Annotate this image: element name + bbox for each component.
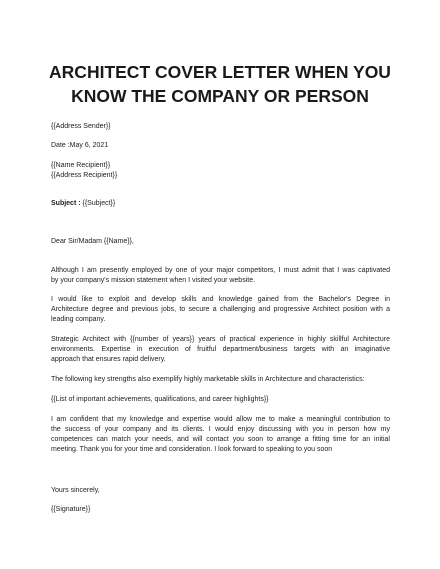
paragraph-6 bbox=[51, 415, 390, 455]
paragraph-line: approach that ensures rapid delivery. bbox=[51, 356, 166, 363]
paragraph-line: meeting. Thank you for your time and consideration. I look forward to speaking to you soon bbox=[51, 446, 333, 453]
title-line-2: KNOW THE COMPANY OR PERSON bbox=[71, 86, 369, 106]
signature: {{Signature}} bbox=[51, 506, 91, 513]
paragraph-line: Architecture degree and previous jobs, to secure a challenging and progressive Architect position with a bbox=[51, 306, 390, 313]
paragraph-line: environments. Expertise in execution of fruitful department/business targets with an imaginative bbox=[51, 346, 390, 353]
paragraph-1 bbox=[51, 266, 390, 286]
closing: Yours sincerely, bbox=[51, 487, 100, 494]
paragraph-line: Although I am presently employed by one of your major competitors, I must admit that I was captivated bbox=[51, 267, 390, 274]
name-recipient: {{Name Recipient}} bbox=[51, 162, 111, 169]
address-recipient: {{Address Recipient}} bbox=[51, 172, 118, 179]
paragraph-line: {{List of important achievements, qualifications, and career highlights}} bbox=[51, 396, 269, 403]
subject-line bbox=[51, 199, 115, 208]
paragraph-line: Strategic Architect with {{number of years}} years of practical experience in highly skillful Architecture bbox=[51, 336, 390, 343]
paragraph-line: The following key strengths also exemplify highly marketable skills in Architecture and characteristics: bbox=[51, 376, 365, 383]
paragraph-4 bbox=[51, 375, 390, 385]
paragraph-line: the success of your company and its clients. I would enjoy discussing with you in person how my bbox=[51, 426, 390, 433]
paragraph-3 bbox=[51, 335, 390, 365]
salutation: Dear Sir/Madam {{Name}}, bbox=[51, 238, 134, 245]
page-title bbox=[30, 60, 410, 108]
paragraph-line: competences can match your needs, and will contact you soon to arrange a fitting time for an initial bbox=[51, 436, 390, 443]
paragraph-line: by your company's mission statement when I visited your website. bbox=[51, 277, 256, 284]
subject-value: {{Subject}} bbox=[80, 200, 116, 207]
subject-label: Subject : bbox=[51, 200, 81, 207]
address-sender: {{Address Sender}} bbox=[51, 123, 111, 130]
title-line-1: ARCHITECT COVER LETTER WHEN YOU bbox=[49, 62, 391, 82]
paragraph-5 bbox=[51, 395, 390, 405]
date-line: Date :May 6, 2021 bbox=[51, 142, 109, 149]
paragraph-line: leading company. bbox=[51, 316, 106, 323]
paragraph-2 bbox=[51, 295, 390, 325]
paragraph-line: I would like to exploit and develop skills and knowledge gained from the Bachelor's Degree in bbox=[51, 296, 390, 303]
paragraph-line: I am confident that my knowledge and expertise would allow me to make a meaningful contribution to bbox=[51, 416, 390, 423]
